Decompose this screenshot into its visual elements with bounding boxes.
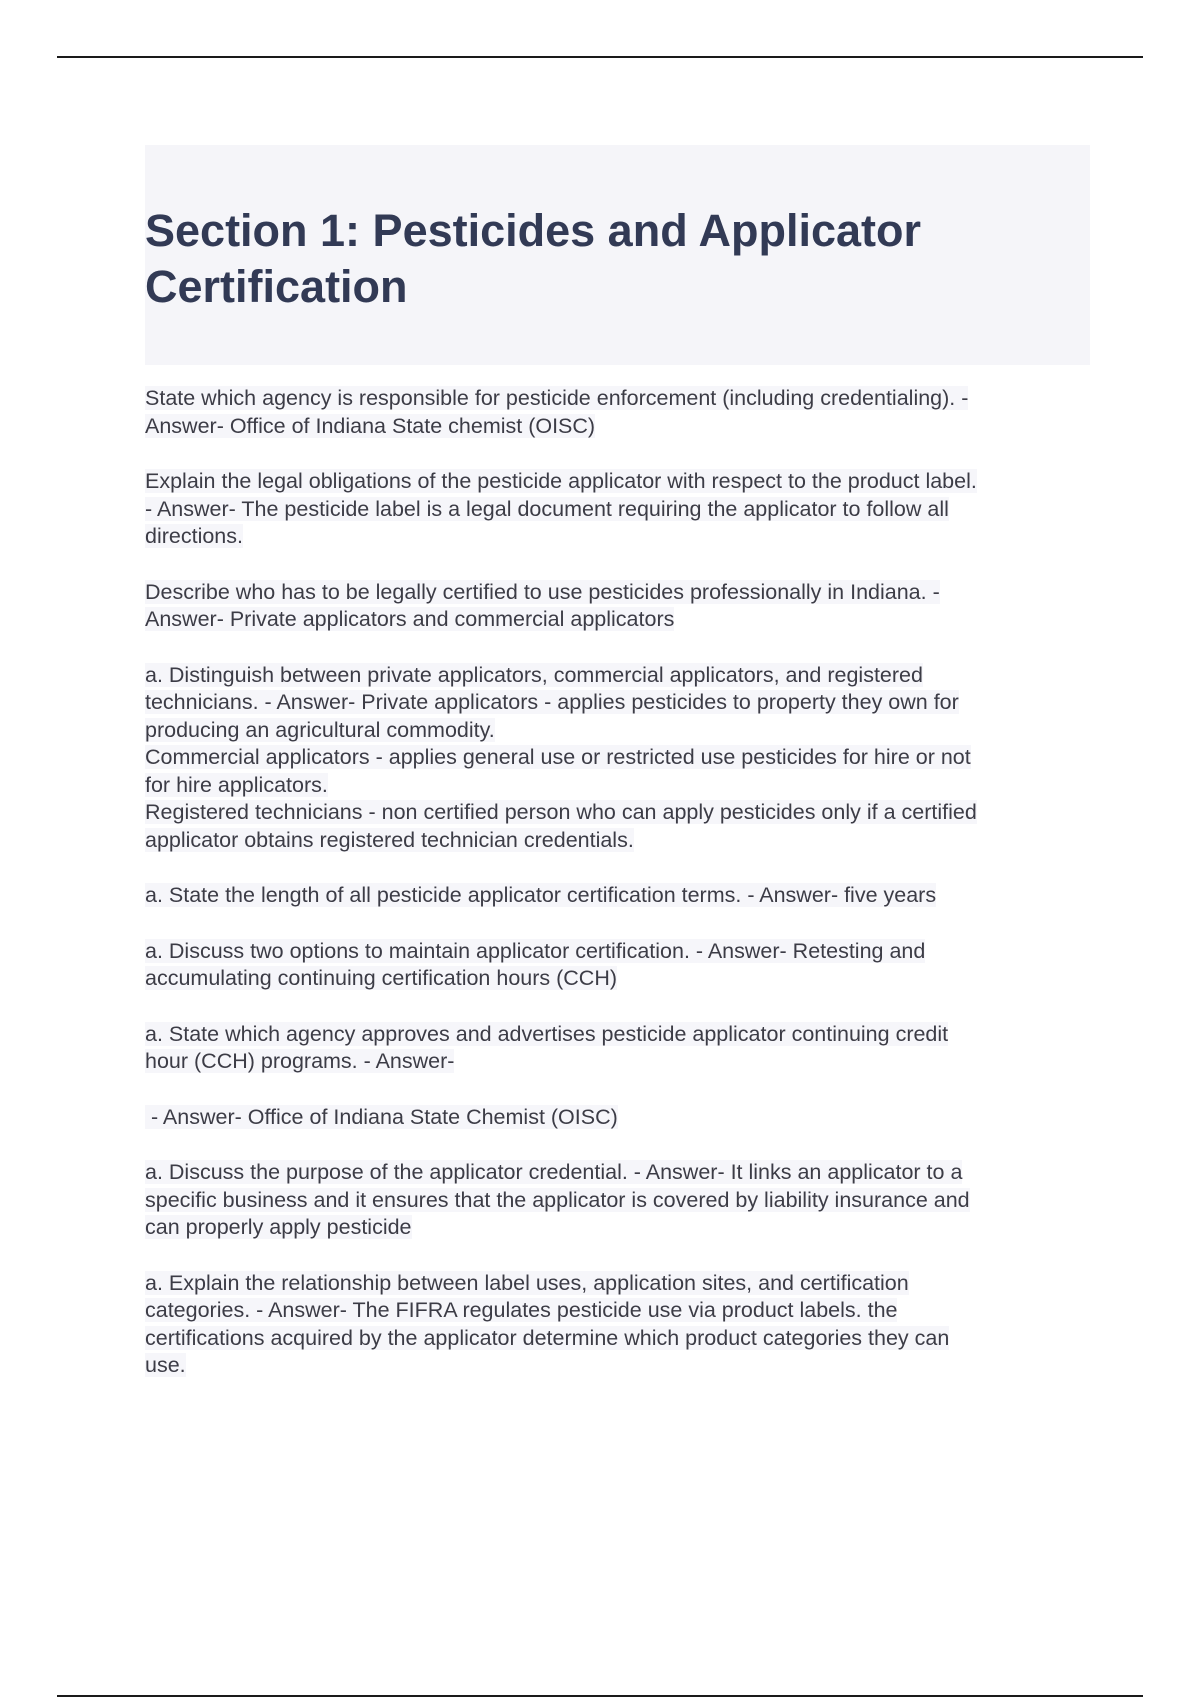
qa-line [145,1159,1090,1187]
qa-list [145,385,1090,1380]
qa-line [145,385,1090,413]
qa-line [145,772,1090,800]
qa-line [145,1048,1090,1076]
qa-line [145,689,1090,717]
qa-line-text: a. State which agency approves and advertises pesticide applicator continuing credit [145,1021,949,1046]
qa-line-text: - Answer- Office of Indiana State Chemist (OISC) [145,1104,618,1129]
qa-line-text: producing an agricultural commodity. [145,717,495,742]
qa-line-text: Answer- Private applicators and commercial applicators [145,607,675,631]
qa-line-text: Commercial applicators - applies general use or restricted use pesticides for hire or not [145,745,971,769]
qa-line [145,468,1090,496]
bottom-rule [57,1695,1143,1697]
qa-line [145,799,1090,827]
qa-line-text: certifications acquired by the applicator determine which product categories they can [145,1325,950,1350]
qa-line-text: directions. [145,524,243,548]
qa-line [145,606,1090,634]
qa-item [145,882,1090,910]
qa-line-text: hour (CCH) programs. - Answer- [145,1049,455,1073]
title-band [145,145,1090,365]
qa-line [145,1352,1090,1380]
qa-line-text: use. [145,1353,186,1377]
qa-item [145,1104,1090,1132]
qa-line [145,827,1090,855]
qa-line-text: - Answer- The pesticide label is a legal document requiring the applicator to follow all [145,496,949,521]
qa-item [145,662,1090,855]
qa-line-text: a. State the length of all pesticide applicator certification terms. - Answer- five years [145,883,937,907]
qa-line [145,882,1090,910]
qa-item [145,385,1090,440]
qa-line [145,938,1090,966]
qa-line-text: a. Discuss the purpose of the applicator credential. - Answer- It links an applicator to a [145,1160,963,1184]
qa-line-text: categories. - Answer- The FIFRA regulates pesticide use via product labels. the [145,1298,898,1322]
qa-line [145,579,1090,607]
qa-line-text: can properly apply pesticide [145,1215,412,1239]
qa-line-text: for hire applicators. [145,772,328,797]
qa-line-text: a. Discuss two options to maintain applicator certification. - Answer- Retesting and [145,938,926,963]
qa-line-text: Explain the legal obligations of the pesticide applicator with respect to the product label. [145,469,977,493]
qa-line-text: Registered technicians - non certified person who can apply pesticides only if a certified [145,800,977,824]
qa-item [145,1159,1090,1242]
qa-line [145,1297,1090,1325]
qa-line [145,1270,1090,1298]
qa-line [145,662,1090,690]
qa-line [145,744,1090,772]
qa-line [145,717,1090,745]
qa-item [145,468,1090,551]
qa-line-text: a. Distinguish between private applicators, commercial applicators, and registered [145,662,923,687]
qa-line-text: accumulating continuing certification hours (CCH) [145,966,618,990]
qa-item [145,1021,1090,1076]
qa-item [145,938,1090,993]
section-title: Section 1: Pesticides and Applicator Certification [145,205,922,312]
document-body [145,145,1090,1408]
qa-line [145,1104,1090,1132]
qa-line [145,523,1090,551]
qa-line [145,496,1090,524]
qa-line [145,1187,1090,1215]
qa-line-text: technicians. - Answer- Private applicators - applies pesticides to property they own for [145,690,959,714]
qa-line-text: State which agency is responsible for pesticide enforcement (including credentialing). - [145,386,969,410]
qa-line-text: specific business and it ensures that the applicator is covered by liability insurance and [145,1187,970,1212]
qa-item [145,1270,1090,1380]
qa-line [145,965,1090,993]
qa-line-text: applicator obtains registered technician credentials. [145,827,634,852]
qa-line [145,1214,1090,1242]
qa-line-text: a. Explain the relationship between label uses, application sites, and certification [145,1270,909,1295]
qa-line-text: Answer- Office of Indiana State chemist (OISC) [145,413,596,438]
qa-item [145,579,1090,634]
qa-line-text: Describe who has to be legally certified to use pesticides professionally in Indiana. - [145,579,940,604]
top-rule [57,56,1143,58]
qa-line [145,1325,1090,1353]
qa-line [145,413,1090,441]
qa-line [145,1021,1090,1049]
